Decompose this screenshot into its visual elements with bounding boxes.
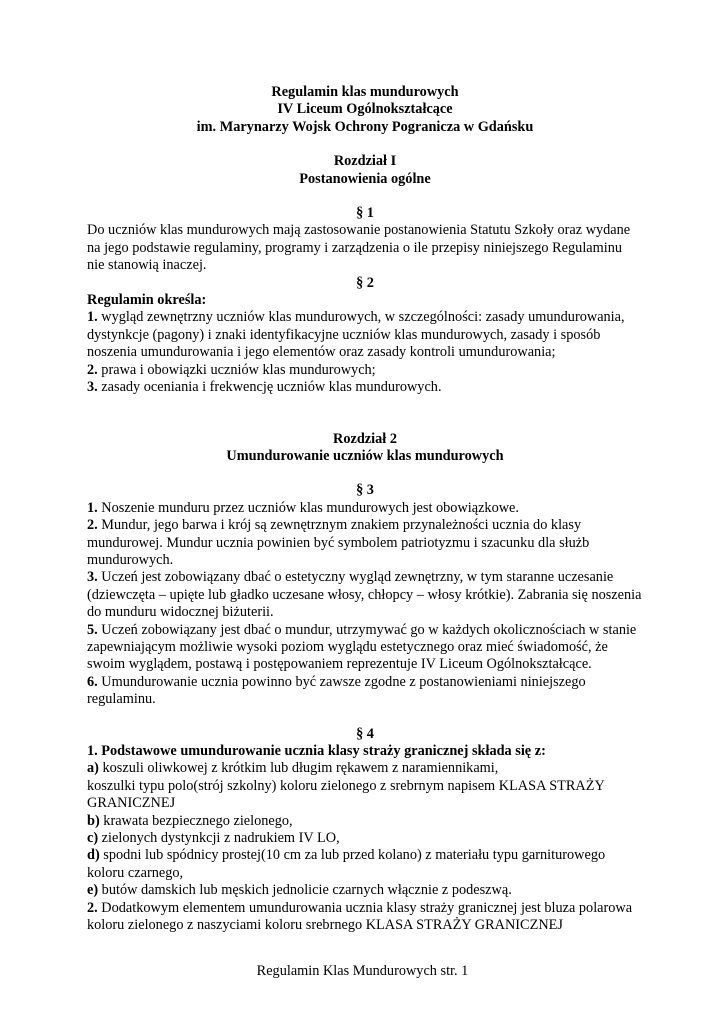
document-title-line-1: Regulamin klas mundurowych [271,84,459,100]
document-page [87,84,643,934]
section-3-item: 6. Umundurowanie ucznia powinno być zawsze zgodne z postanowieniami niniejszego regulaminu. [87,673,586,708]
section-3-mark: § 3 [356,482,374,499]
section-3-item: 1. Noszenie munduru przez uczniów klas mundurowych jest obowiązkowe. [87,499,519,516]
section-2-item: 1. wygląd zewnętrzny uczniów klas mundurowych, w szczególności: zasady umundurowania, dystynkcje (pagony) i znaki identyfikacyjne uczniów klas mundurowych, zasady i sposób noszenia umundurowania i jego elementów oraz zasady kontroli umundurowania; [87,309,625,361]
section-4-lead: 1. Podstawowe umundurowanie ucznia klasy straży granicznej składa się z: [87,743,546,759]
section-3-item: 5. Uczeń zobowiązany jest dbać o mundur, utrzymywać go w każdych okolicznościach w stanie zapewniającym możliwie wysoki poziom wyglądu estetycznego oraz mieć świadomość, że swoim wyglądem, postawą i postępowaniem reprezentuje IV Liceum Ogólnokształcące. [87,621,637,673]
section-4-item: d) spodni lub spódnicy prostej(10 cm za lub przed kolano) z materiału typu garniturowego koloru czarnego, [87,847,606,881]
section-2-lead: Regulamin określa: [87,292,207,309]
section-3-item: 2. Mundur, jego barwa i krój są zewnętrznym znakiem przynależności ucznia do klasy mundurowej. Mundur ucznia powinien być symbolem patriotyzmu i szacunku dla służb mundurowych. [87,517,590,568]
section-2-mark: § 2 [356,274,374,291]
section-4-item: c) zielonych dystynkcji z nadrukiem IV LO, [87,830,340,847]
section-1-mark: § 1 [356,205,374,222]
chapter-2-subheading: Umundurowanie uczniów klas mundurowych [226,447,504,464]
section-1-text: Do uczniów klas mundurowych mają zastosowanie postanowienia Statutu Szkoły oraz wydane na jego podstawie regulaminy, programy i zarządzenia o ile przepisy niniejszego Regulaminu nie stanowią inaczej. [87,222,631,274]
section-2-item: 3. zasady oceniania i frekwencję uczniów klas mundurowych. [87,379,442,396]
chapter-1-heading: Rozdział I [333,153,397,170]
page-footer: Regulamin Klas Mundurowych str. 1 [256,963,469,979]
section-4-item-a-continuation: koszulki typu polo(strój szkolny) koloru zielonego z srebrnym napisem KLASA STRAŻY GRANICZNEJ [87,777,605,812]
section-3-item: 3. Uczeń jest zobowiązany dbać o estetyczny wygląd zewnętrzny, w tym staranne uczesanie (dziewczęta – upięte lub gładko uczesane włosy, chłopcy – włosy krótkie). Zabrania się noszenia do munduru widocznej biżuterii. [87,569,642,621]
section-4-item: 2. Dodatkowym elementem umundurowania ucznia klasy straży granicznej jest bluza polarowa koloru zielonego z naszyciami koloru srebrnego KLASA STRAŻY GRANICZNEJ [87,899,633,934]
document-title-line-2: IV Liceum Ogólnokształcące [277,101,453,118]
chapter-1-subheading: Postanowienia ogólne [299,170,431,187]
section-4-item-a: a) koszuli oliwkowej z krótkim lub długim rękawem z naramiennikami, [87,760,499,777]
section-4-item: e) butów damskich lub męskich jednolicie czarnych włącznie z podeszwą. [87,882,512,899]
section-4-mark: § 4 [356,725,374,742]
chapter-2-heading: Rozdział 2 [333,430,397,447]
document-title-line-3: im. Marynarzy Wojsk Ochrony Pogranicza w Gdańsku [196,118,534,135]
section-4-item: b) krawata bezpiecznego zielonego, [87,812,293,829]
section-2-item: 2. prawa i obowiązki uczniów klas mundurowych; [87,361,376,378]
